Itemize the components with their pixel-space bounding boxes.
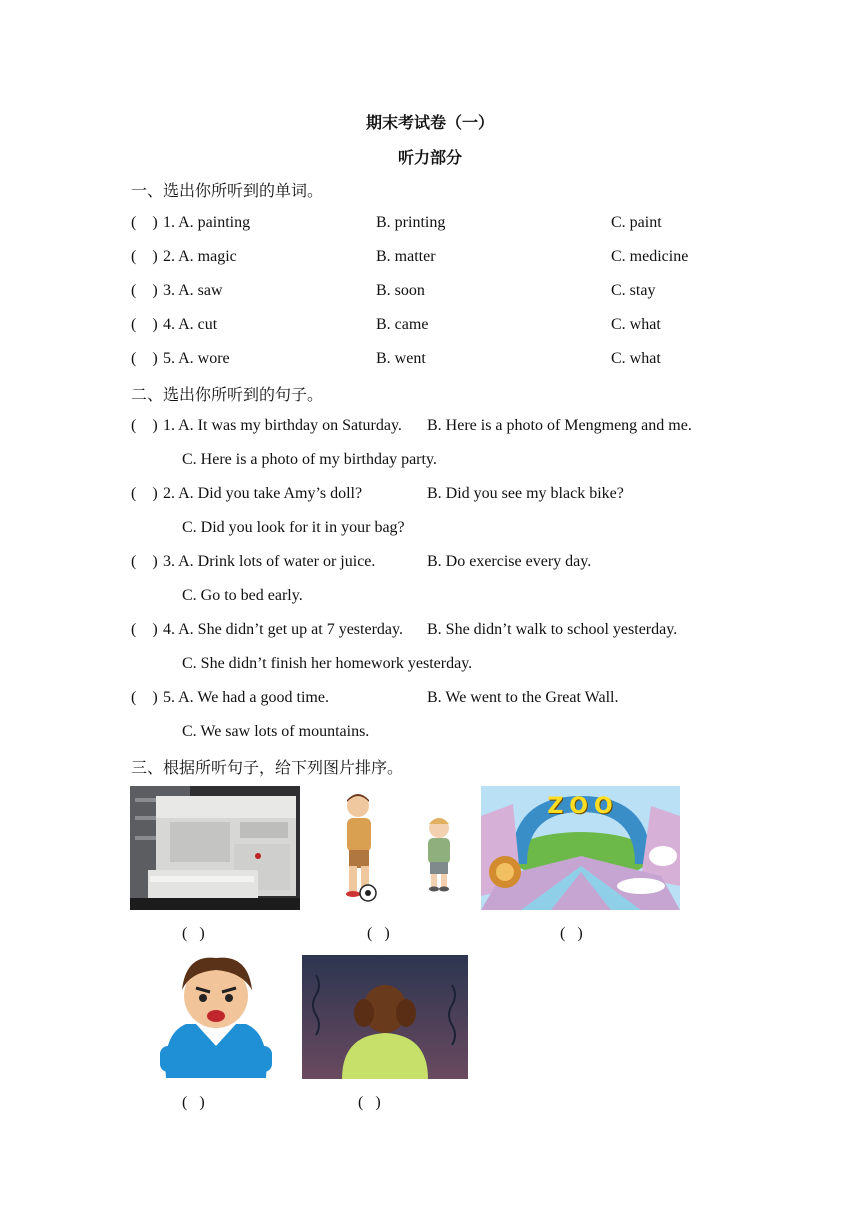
section3-heading: 三、根据所听句子，给下列图片排序。 [131,758,404,777]
option-c: C. Did you look for it in your bag? [182,519,405,536]
picture-answer-blank[interactable]: ( ) [560,925,583,942]
boys-icon [318,790,468,906]
option-a: 5. A. wore [163,350,230,367]
option-c: C. what [611,350,661,367]
answer-blank[interactable]: ( ) [131,282,158,299]
option-c: C. stay [611,282,656,299]
option-b: B. Did you see my black bike? [427,485,624,502]
option-c: C. She didn’t finish her homework yesterday. [182,655,473,672]
option-b: B. came [376,316,429,333]
option-a: 4. A. She didn’t get up at 7 yesterday. [163,621,403,638]
option-a: 1. A. It was my birthday on Saturday. [163,417,402,434]
option-b: B. soon [376,282,425,299]
option-c: C. what [611,316,661,333]
option-a: 2. A. magic [163,248,237,265]
picture-answer-blank[interactable]: ( ) [182,925,205,942]
zoo-sign: ZOO [547,794,619,819]
answer-blank[interactable]: ( ) [131,553,158,570]
picture-answer-blank[interactable]: ( ) [358,1094,381,1111]
option-c: C. We saw lots of mountains. [182,723,370,740]
printer-icon [130,786,300,910]
picture-answer-blank[interactable]: ( ) [182,1094,205,1111]
answer-blank[interactable]: ( ) [131,350,158,367]
answer-blank[interactable]: ( ) [131,316,158,333]
printer-picture [130,786,300,910]
option-c: C. paint [611,214,662,231]
option-a: 1. A. painting [163,214,251,231]
option-a: 5. A. We had a good time. [163,689,329,706]
option-a: 3. A. saw [163,282,223,299]
option-b: B. Here is a photo of Mengmeng and me. [427,417,692,434]
section1-heading: 一、选出你所听到的单词。 [131,181,324,200]
option-b: B. went [376,350,426,367]
scared-boy-picture [302,955,468,1079]
option-c: C. Here is a photo of my birthday party. [182,451,437,468]
answer-blank[interactable]: ( ) [131,214,158,231]
option-c: C. Go to bed early. [182,587,303,604]
angry-boy-icon [156,954,276,1078]
zoo-picture [481,786,680,910]
option-c: C. medicine [611,248,689,265]
scared-boy-icon [302,955,468,1079]
option-a: 2. A. Did you take Amy’s doll? [163,485,363,502]
answer-blank[interactable]: ( ) [131,621,158,638]
option-b: B. Do exercise every day. [427,553,592,570]
angry-boy-picture [156,954,276,1078]
boys-football-picture [318,790,468,906]
answer-blank[interactable]: ( ) [131,485,158,502]
picture-answer-blank[interactable]: ( ) [367,925,390,942]
option-b: B. printing [376,214,446,231]
page-title: 期末考试卷（一） [365,113,494,132]
page-subtitle: 听力部分 [397,148,462,167]
answer-blank[interactable]: ( ) [131,417,158,434]
answer-blank[interactable]: ( ) [131,248,158,265]
option-a: 3. A. Drink lots of water or juice. [163,553,376,570]
option-a: 4. A. cut [163,316,218,333]
option-b: B. She didn’t walk to school yesterday. [427,621,678,638]
option-b: B. matter [376,248,436,265]
answer-blank[interactable]: ( ) [131,689,158,706]
option-b: B. We went to the Great Wall. [427,689,619,706]
section2-heading: 二、选出你所听到的句子。 [131,385,324,404]
